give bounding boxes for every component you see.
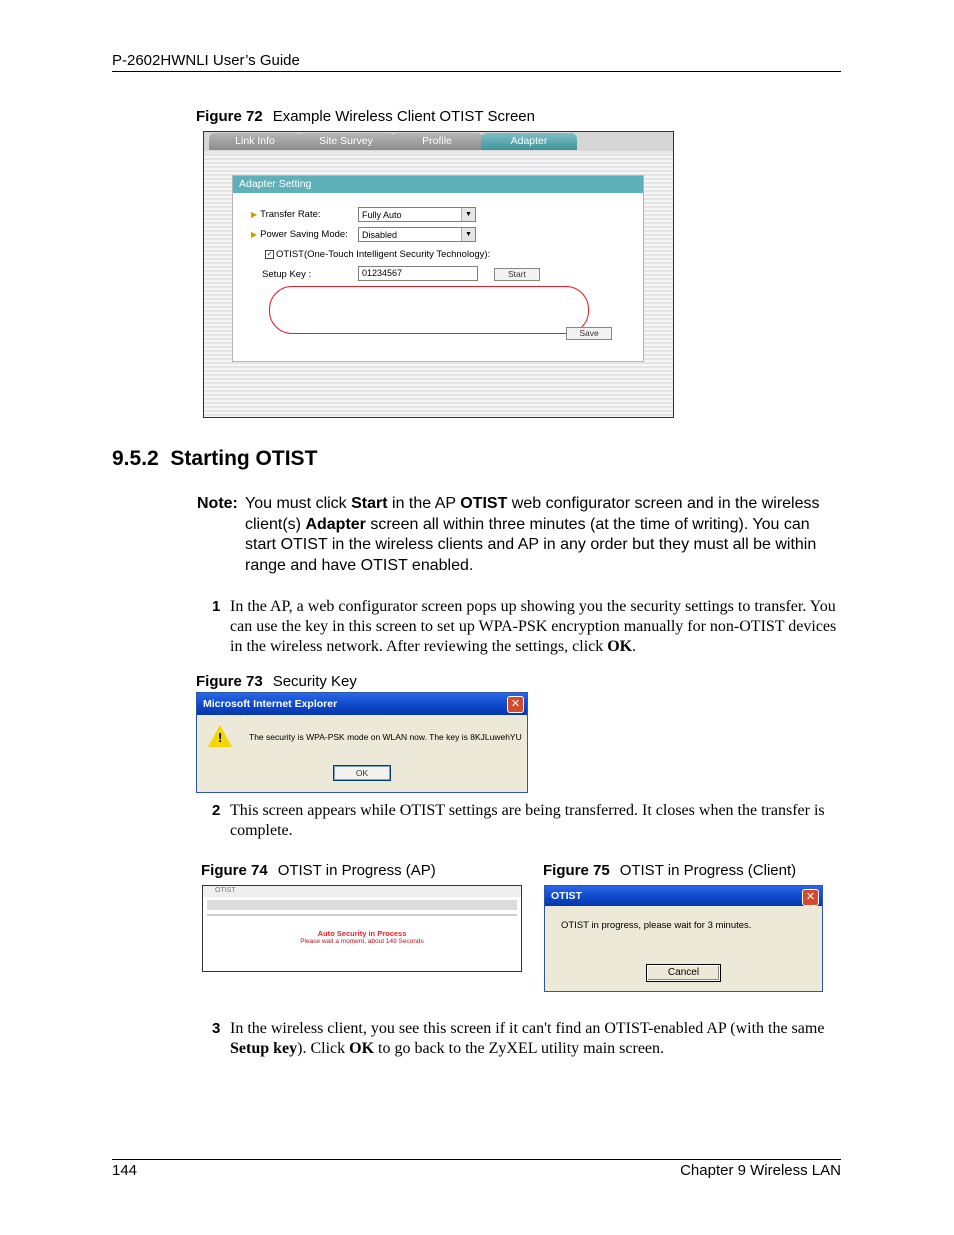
step-2	[212, 801, 840, 841]
step-text	[230, 1019, 840, 1059]
ap-status-text: Auto Security in Process	[317, 929, 407, 938]
transfer-rate-row	[251, 209, 321, 220]
note-text: You must click	[245, 495, 352, 512]
bullet-arrow-icon: ▶	[251, 210, 258, 219]
section-title: Starting OTIST	[170, 447, 318, 470]
tab-adapter[interactable]: Adapter	[481, 133, 577, 150]
step-text-part: to go back to the ZyXEL utility main screen.	[374, 1040, 665, 1057]
footer-rule	[112, 1159, 841, 1160]
close-icon[interactable]: ✕	[802, 889, 819, 906]
tab-link-info[interactable]: Link Info	[209, 133, 301, 150]
running-header: P-2602HWNLI User’s Guide	[112, 52, 300, 69]
note-text: screen all within three minutes (at the time of writing). You can start OTIST in the wireless clients and AP in any order but they must all be within range and have OTIST enabled.	[245, 515, 817, 574]
note-body	[245, 494, 827, 576]
step-1	[212, 597, 840, 657]
step-bold: Setup key	[230, 1040, 298, 1057]
otist-row	[265, 249, 490, 260]
section-number: 9.5.2	[112, 447, 159, 470]
ok-button[interactable]: OK	[333, 765, 391, 781]
note-bold: OTIST	[460, 495, 508, 512]
setup-key-label: Setup Key :	[262, 269, 312, 280]
panel-title: Adapter Setting	[233, 176, 643, 193]
ap-divider	[207, 914, 517, 916]
figure73-caption	[196, 673, 357, 690]
save-button[interactable]: Save	[566, 327, 612, 340]
section-heading	[112, 447, 317, 471]
note-block	[197, 494, 827, 576]
otist-checkbox[interactable]: ✓	[266, 250, 273, 258]
figure72-number: Figure 72	[196, 108, 263, 125]
step-text-part: In the wireless client, you see this screen if it can't find an OTIST-enabled AP (with the same	[230, 1020, 825, 1037]
security-key-dialog	[196, 692, 528, 793]
tab-site-survey[interactable]: Site Survey	[297, 133, 395, 150]
ap-progress-track	[207, 900, 517, 910]
step-text	[230, 597, 840, 657]
step-bold: OK	[607, 638, 633, 655]
transfer-rate-value: Fully Auto	[362, 210, 402, 220]
note-bold: Adapter	[305, 515, 366, 533]
cancel-button[interactable]: Cancel	[646, 964, 721, 982]
figure72-screenshot	[203, 131, 674, 418]
note-text: in the AP	[387, 495, 461, 512]
figure75-title: OTIST in Progress (Client)	[619, 862, 797, 879]
figure75-caption	[543, 862, 796, 879]
header-rule	[112, 71, 841, 72]
step-text-part: ). Click	[297, 1040, 350, 1057]
close-icon[interactable]: ✕	[507, 696, 524, 713]
warning-mark: !	[218, 730, 223, 745]
power-saving-select[interactable]	[358, 227, 476, 242]
note-text: web configurator screen and in the wireless client(s)	[245, 495, 820, 533]
tab-profile[interactable]: Profile	[391, 133, 483, 150]
ap-title-bar	[203, 886, 521, 897]
client-message: OTIST in progress, please wait for 3 minutes.	[561, 920, 752, 931]
dialog-message: The security is WPA-PSK mode on WLAN now. The key is 8KJLuwehYU	[249, 732, 522, 742]
power-saving-value: Disabled	[362, 230, 398, 240]
dropdown-arrow-icon: ▼	[461, 228, 475, 241]
otist-progress-client	[544, 885, 823, 992]
dropdown-arrow-icon: ▼	[461, 208, 475, 221]
otist-progress-ap	[202, 885, 522, 972]
adapter-setting-panel	[232, 175, 644, 362]
step-text-part: .	[632, 638, 637, 655]
power-saving-row	[251, 229, 348, 240]
ap-wait-text: Please wait a moment, about 149 Seconds	[300, 938, 424, 945]
step-bold: OK	[349, 1040, 375, 1057]
figure73-title: Security Key	[272, 673, 357, 690]
figure74-title: OTIST in Progress (AP)	[277, 862, 436, 879]
figure72-title: Example Wireless Client OTIST Screen	[272, 108, 535, 125]
bullet-arrow-icon: ▶	[251, 230, 258, 239]
tab-bar	[204, 132, 673, 151]
step-text-part: In the AP, a web configurator screen pops up showing you the security settings to transfer. You can use the key in this screen to set up WPA-PSK encryption manually for non-OTIST devices in the wireless network. After reviewing the settings, click	[230, 598, 837, 655]
figure73-number: Figure 73	[196, 673, 263, 690]
dialog-title: Microsoft Internet Explorer	[197, 693, 527, 715]
otist-label: OTIST(One-Touch Intelligent Security Technology):	[276, 249, 491, 260]
figure74-number: Figure 74	[201, 862, 268, 879]
client-dialog-title: OTIST	[545, 886, 822, 906]
step-number: 3	[212, 1020, 221, 1037]
step-text: This screen appears while OTIST settings are being transferred. It closes when the transfer is complete.	[230, 802, 825, 839]
highlight-oval	[269, 286, 589, 334]
setup-key-input[interactable]: 01234567	[358, 266, 478, 281]
start-button[interactable]: Start	[494, 268, 540, 281]
step-3	[212, 1019, 840, 1059]
figure75-number: Figure 75	[543, 862, 610, 879]
figure74-caption	[201, 862, 436, 879]
figure72-caption	[196, 108, 535, 125]
note-bold: Start	[351, 495, 388, 512]
note-label: Note:	[197, 495, 238, 512]
step-number: 1	[212, 598, 221, 615]
power-saving-label: Power Saving Mode:	[260, 229, 348, 240]
transfer-rate-label: Transfer Rate:	[260, 209, 321, 220]
transfer-rate-select[interactable]	[358, 207, 476, 222]
page-number: 144	[112, 1162, 138, 1179]
step-number: 2	[212, 802, 221, 819]
chapter-title: Chapter 9 Wireless LAN	[680, 1162, 841, 1179]
ap-window-label: OTIST	[215, 887, 236, 894]
